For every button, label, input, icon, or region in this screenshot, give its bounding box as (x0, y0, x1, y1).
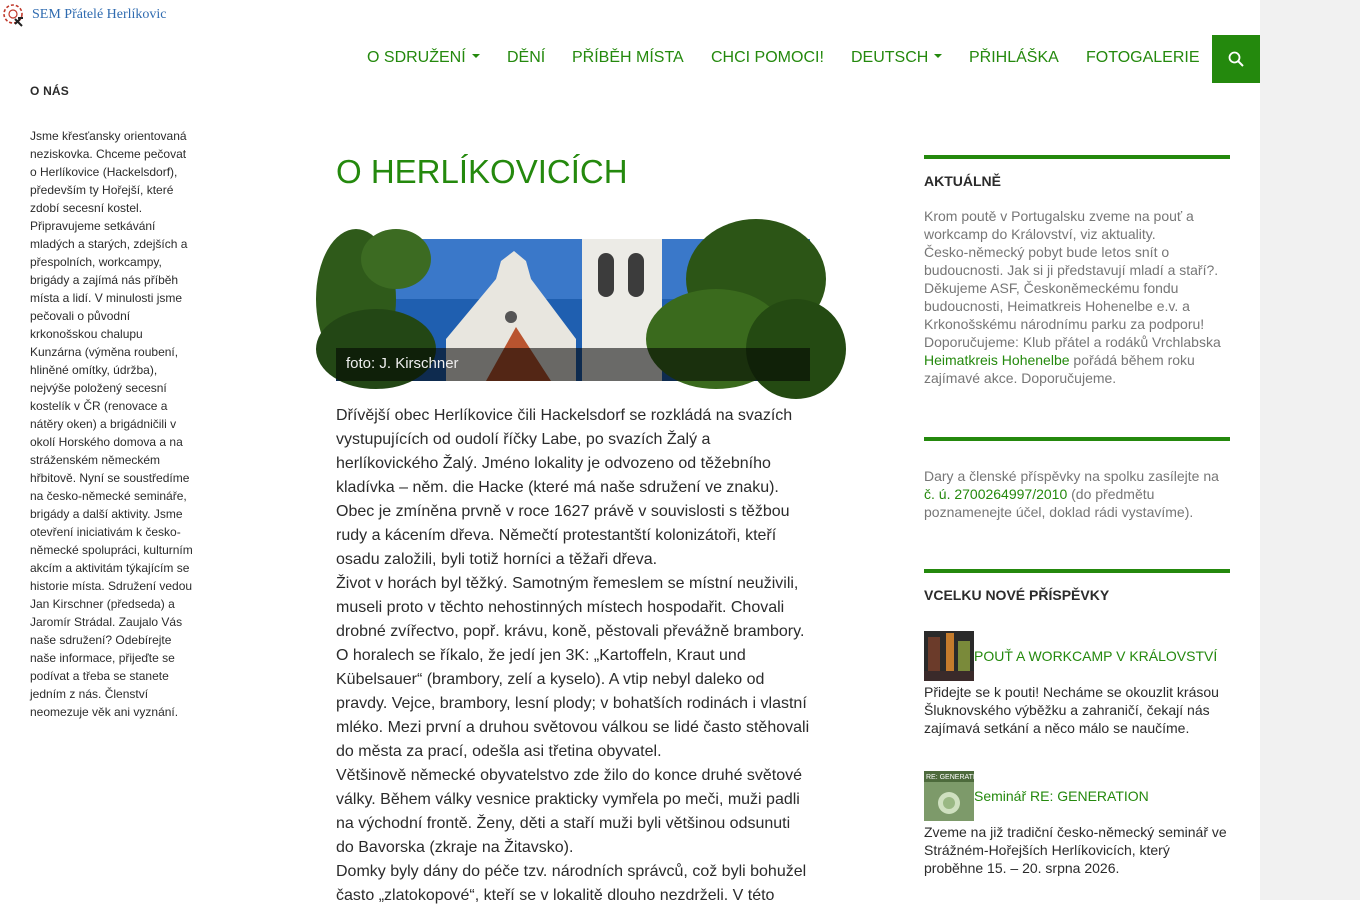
nav-label: PŘIHLÁŠKA (969, 49, 1059, 66)
article-paragraph: Život v horách byl těžký. Samotným řemeslem se místní neuživili, museli proto v těchto nehostinných místech hospodařit. Chovali drobné zvířectvo, popř. krávu, koně, pěstovali převážně brambory. O horalech se říkalo, že jedí jen 3K: „Kartoffeln, Kraut und Kübelsauer“ (brambory, zelí a kyselo). A vtip nebyl daleko od pravdy. Vejce, brambory, lesní plody; v bohatších rodinách i vlastní mléko. Mezi první a druhou světovou válkou se lidé často stěhovali do města za prací, odešla asi třetina obyvatel. (336, 575, 810, 760)
nav-item-pribeh-mista[interactable] (572, 35, 684, 83)
post-thumbnail-image (924, 771, 986, 821)
news-line: Česko-německý pobyt bude letos snít o budoucnosti. Jak si ji představují mladí a staří?. Děkujeme ASF, Českoněmeckému fondu budoucnosti, Heimatkreis Hohenelbe e.v. a Krkonošskému národnímu parku za podporu! (924, 244, 1219, 332)
search-icon (1228, 51, 1244, 67)
post-excerpt: Zveme na již tradiční česko-německý seminář ve Strážném-Hořejších Herlíkovicích, který proběhne 15. – 20. srpna 2026. (924, 824, 1227, 876)
page-background (1260, 0, 1360, 900)
about-text: Jsme křesťansky orientovaná neziskovka. Chceme pečovat o Herlíkovice (Hackelsdorf), především ty Hořejší, které zdobí secesní kostel. Připravujeme setkávání mladých a starých, zdejších a přespolních, workcampy, brigády a zajímá nás příběh místa a lidí. V minulosti jsme pečovali o původní krkonošskou chalupu Kunzárna (výměna roubení, hliněné omítky, údržba), nejvýše položený secesní kostelík v ČR (renovace a nátěry oken) a brigádničili v okolí Horského domova a na stráženském německém hřbitově. Nyní se soustředíme na česko-německé semináře, brigády a další aktivity. Jsme otevření iniciativám k česko-německé spolupráci, kulturním akcím a aktivitám týkajícím se historie místa. Sdružení vedou Jan Kirschner (předseda) a Jaromír Strádal. Zaujalo Vás naše sdružení? Odebírejte naše informace, přijeďte se podívat a třeba se stanete jedním z nás. Členství neomezuje věk ani vyznání. (30, 129, 193, 719)
church-photo (336, 239, 810, 381)
main-content (336, 150, 812, 904)
nav-item-deni[interactable] (507, 35, 545, 83)
nav-item-fotogalerie[interactable] (1086, 35, 1200, 83)
news-line: Doporučujeme: Klub přátel a rodáků Vrchlabska (924, 334, 1221, 350)
post-title-link[interactable]: Seminář RE: GENERATION (974, 788, 1149, 804)
widget-title: VCELKU NOVÉ PŘÍSPĚVKY (924, 587, 1110, 603)
post-thumbnail-image (924, 631, 974, 681)
hammer-logo-icon (0, 2, 28, 28)
heimatkreis-link[interactable]: Heimatkreis Hohenelbe (924, 352, 1070, 368)
post-thumbnail[interactable] (924, 631, 974, 681)
main-navigation (0, 35, 1212, 83)
news-line: Krom poutě v Portugalsku zveme na pouť a workcamp do Království, viz aktuality. (924, 208, 1194, 242)
post-title-link[interactable]: POUŤ A WORKCAMP V KRÁLOVSTVÍ (974, 648, 1218, 664)
post-thumbnail[interactable] (924, 771, 986, 821)
nav-item-chci-pomoci[interactable] (711, 35, 824, 83)
site-logo[interactable] (0, 2, 167, 28)
news-line (924, 351, 1230, 387)
widget-recent-posts (924, 569, 1230, 903)
nav-item-o-sdruzeni[interactable] (367, 35, 480, 83)
article-paragraph: Domky byly dány do péče tzv. národních správců, což byli bohužel často „zlatokopové“, kteří se v lokalitě dlouho nezdrželi. V této (336, 863, 807, 904)
news-text (924, 207, 1230, 387)
article-paragraph: Dřívější obec Herlíkovice čili Hackelsdorf se rozkládá na svazích vystupujících od oudolí říčky Labe, po svazích Žalý a herlíkovického Žalý. Jméno lokality je odvozeno od těžebního kladívka – něm. die Hacke (které má naše sdružení ve znaku). Obec je zmíněna prvně v roce 1627 právě v souvislosti s těžbou rudy a kácením dřeva. Němečtí protestantští kolonizátoři, kteří osadu založili, byli totiž horníci a těžaři dřeva. (336, 407, 793, 568)
news-line-text: pořádá během roku zajímavé akce. Doporučujeme. (924, 352, 1195, 386)
nav-label: FOTOGALERIE (1086, 49, 1200, 66)
page-title: O HERLÍKOVICÍCH (336, 153, 628, 190)
nav-label: DĚNÍ (507, 49, 546, 66)
nav-label: PŘÍBĚH MÍSTA (572, 49, 684, 66)
donation-text (924, 467, 1230, 521)
left-sidebar (30, 84, 194, 721)
caret-down-icon (934, 54, 942, 58)
widget-title: AKTUÁLNĚ (924, 173, 1001, 189)
caret-down-icon (472, 54, 480, 58)
thumbnail-text: RE: GENERATION (926, 774, 986, 781)
bank-account-link[interactable]: č. ú. 2700264997/2010 (924, 486, 1068, 502)
article-body (336, 404, 810, 908)
post-excerpt: Přidejte se k pouti! Necháme se okouzlit krásou Šluknovského výběžku a zahraničí, čekají nás zajímavá setkání a něco málo se naučíme. (924, 684, 1219, 736)
donation-text-1: Dary a členské příspěvky na spolku zasílejte na (924, 468, 1219, 484)
search-toggle-button[interactable] (1212, 35, 1260, 83)
nav-item-prihlaska[interactable] (969, 35, 1059, 83)
about-title: O NÁS (30, 84, 70, 98)
nav-label: DEUTSCH (851, 49, 929, 66)
widget-aktualne (924, 155, 1230, 387)
nav-label: CHCI POMOCI! (711, 49, 824, 66)
widget-dary (924, 437, 1230, 521)
nav-label: O SDRUŽENÍ (367, 49, 466, 66)
donation-text-2: (do předmětu poznamenejte účel, doklad rádi vystavíme). (924, 486, 1194, 520)
nav-item-deutsch[interactable] (851, 35, 942, 83)
photo-caption: foto: J. Kirschner (336, 348, 810, 381)
site-title: SEM Přátelé Herlíkovic (32, 7, 167, 22)
article-paragraph: Většinově německé obyvatelstvo zde žilo do konce druhé světové války. Během války vesnice prakticky vymřela po meči, muži padli na východní frontě. Ženy, děti a staří muži byli většinou odsunuti do Bavorska (zkraje na Žitavsko). (336, 767, 803, 856)
